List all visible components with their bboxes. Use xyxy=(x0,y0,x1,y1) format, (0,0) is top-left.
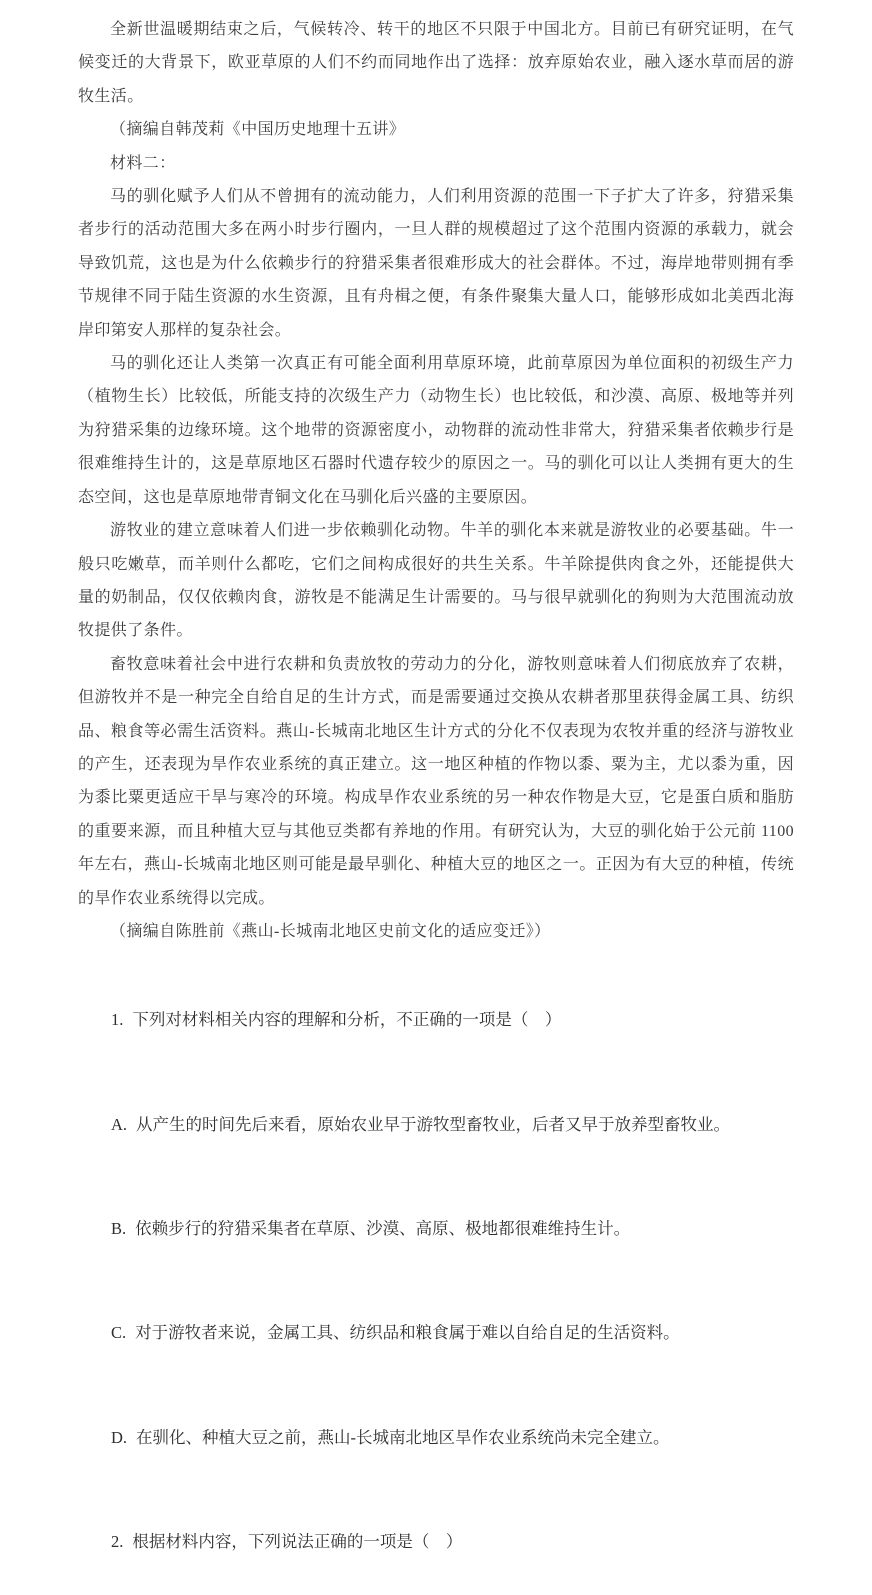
material-two-section xyxy=(78,147,794,949)
question-1-option-d xyxy=(78,1386,794,1490)
question-stem-text: 下列对材料相关内容的理解和分析，不正确的一项是（ ） xyxy=(132,1010,562,1030)
material-two-heading: 材料二： xyxy=(110,154,176,172)
paragraph: 游牧业的建立意味着人们进一步依赖驯化动物。牛羊的驯化本来就是游牧业的必要基础。牛一般只吃嫩草，而羊则什么都吃，它们之间构成很好的共生关系。牛羊除提供肉食之外，还能提供大量的奶制品，仅仅依赖肉食，游牧是不能满足生计需要的。马与很早就驯化的狗则为大范围流动放牧提供了条件。 xyxy=(78,522,794,640)
question-1-option-c xyxy=(78,1282,794,1386)
page-content xyxy=(78,13,794,1595)
questions-section xyxy=(78,968,794,1594)
question-1-option-a xyxy=(78,1073,794,1177)
question-1-option-b xyxy=(78,1177,794,1281)
option-text: 在驯化、种植大豆之前，燕山-长城南北地区旱作农业系统尚未完全建立。 xyxy=(136,1427,670,1447)
option-text: 从产生的时间先后来看，原始农业早于游牧型畜牧业，后者又早于放养型畜牧业。 xyxy=(136,1114,731,1134)
material-two-citation: （摘编自陈胜前《燕山-长城南北地区史前文化的适应变迁》） xyxy=(110,922,551,940)
option-label: C. xyxy=(111,1323,127,1343)
material-one-section xyxy=(78,13,794,147)
option-label: B. xyxy=(111,1218,127,1238)
option-text: 对于游牧者来说，金属工具、纺织品和粮食属于难以自给自足的生活资料。 xyxy=(135,1323,680,1343)
option-text: 依赖步行的狩猎采集者在草原、沙漠、高原、极地都很难维持生计。 xyxy=(135,1218,631,1238)
question-1-stem xyxy=(78,968,794,1072)
paragraph: 马的驯化还让人类第一次真正有可能全面利用草原环境，此前草原因为单位面积的初级生产力（植物生长）比较低，所能支持的次级生产力（动物生长）也比较低，和沙漠、高原、极地等并列为狩猎采集的边缘环境。这个地带的资源密度小，动物群的流动性非常大，狩猎采集者依赖步行是很难维持生计的，这是草原地区石器时代遗存较少的原因之一。马的驯化可以让人类拥有更大的生态空间，这也是草原地带青铜文化在马驯化后兴盛的主要原因。 xyxy=(78,355,794,506)
material-one-citation: （摘编自韩茂莉《中国历史地理十五讲》 xyxy=(110,121,406,139)
paragraph: 马的驯化赋予人们从不曾拥有的流动能力，人们利用资源的范围一下子扩大了许多，狩猎采集者步行的活动范围大多在两小时步行圈内，一旦人群的规模超过了这个范围内资源的承载力，就会导致饥荒，这也是为什么依赖步行的狩猎采集者很难形成大的社会群体。不过，海岸地带则拥有季节规律不同于陆生资源的水生资源，且有舟楫之便，有条件聚集大量人口，能够形成如北美西北海岸印第安人那样的复杂社会。 xyxy=(78,188,794,339)
question-number: 2. xyxy=(111,1532,124,1552)
question-stem-text: 根据材料内容，下列说法正确的一项是（ ） xyxy=(132,1532,463,1552)
paragraph: 全新世温暖期结束之后，气候转冷、转干的地区不只限于中国北方。目前已有研究证明，在气候变迁的大背景下，欧亚草原的人们不约而同地作出了选择：放弃原始农业，融入逐水草而居的游牧生活。 xyxy=(78,21,794,105)
paragraph: 畜牧意味着社会中进行农耕和负责放牧的劳动力的分化，游牧则意味着人们彻底放弃了农耕，但游牧并不是一种完全自给自足的生计方式，而是需要通过交换从农耕者那里获得金属工具、纺织品、粮食等必需生活资料。燕山-长城南北地区生计方式的分化不仅表现为农牧并重的经济与游牧业的产生，还表现为旱作农业系统的真正建立。这一地区种植的作物以黍、粟为主，尤以黍为重，因为黍比粟更适应干旱与寒冷的环境。构成旱作农业系统的另一种农作物是大豆，它是蛋白质和脂肪的重要来源，而且种植大豆与其他豆类都有养地的作用。有研究认为，大豆的驯化始于公元前 1100 年左右，燕山-长城南北地区则可能是最早驯化、种植大豆的地区之一。正因为有大豆的种植，传统的旱作农业系统得以完成。 xyxy=(78,655,794,907)
option-label: D. xyxy=(111,1427,128,1447)
question-number: 1. xyxy=(111,1010,124,1030)
option-label: A. xyxy=(111,1114,128,1134)
question-2-stem xyxy=(78,1490,794,1594)
